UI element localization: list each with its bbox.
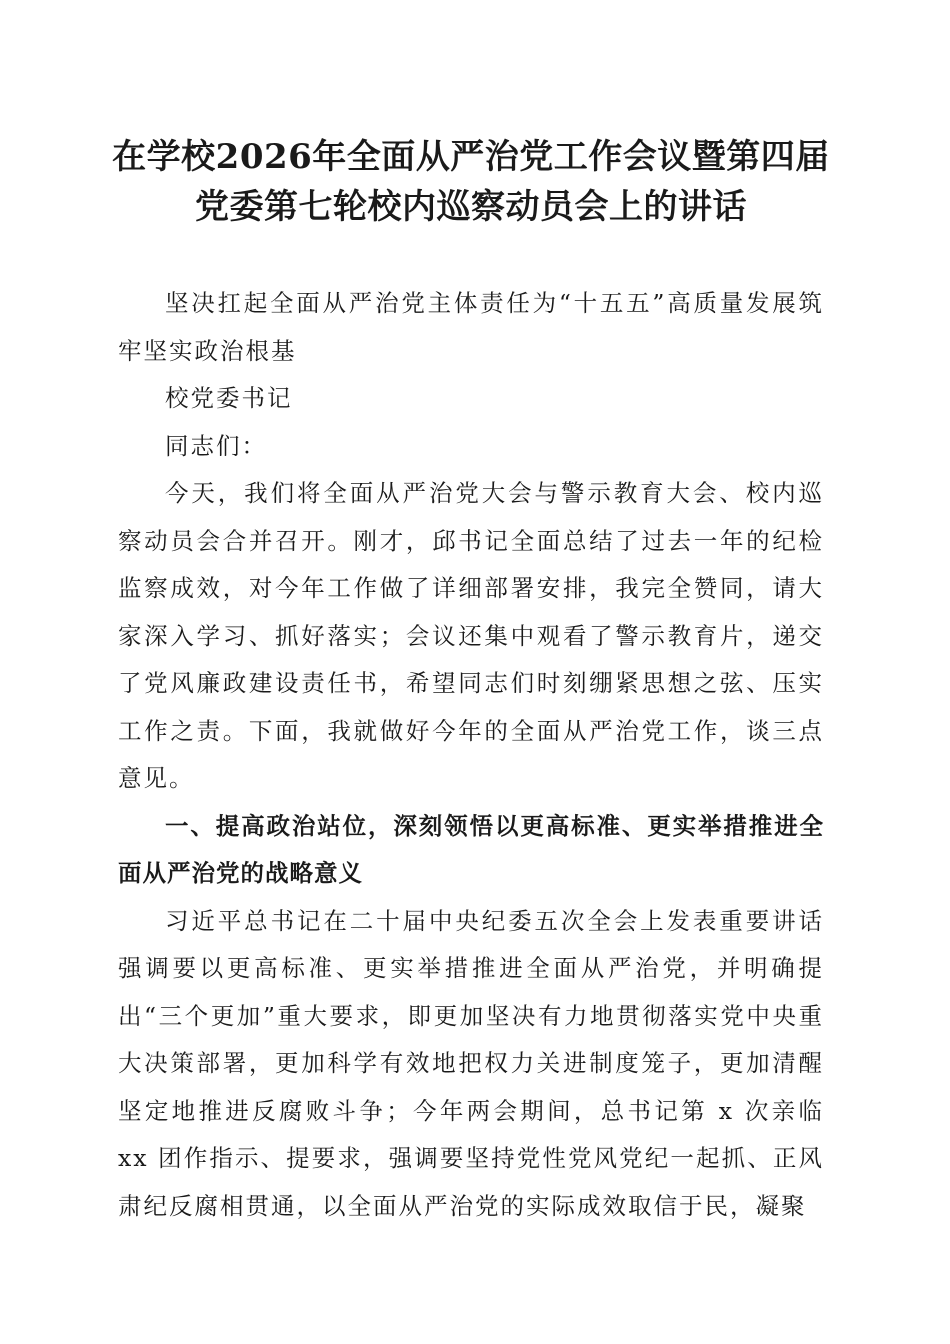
section-heading-1: 一、提高政治站位，深刻领悟以更高标准、更实举措推进全面从严治党的战略意义 (118, 811, 824, 887)
document-page (112, 132, 830, 1230)
document-subtitle: 坚决扛起全面从严治党主体责任为“十五五”高质量发展筑牢坚实政治根基 (118, 289, 824, 365)
speaker-line: 校党委书记 (165, 384, 293, 412)
paragraph-section-1: 习近平总书记在二十届中央纪委五次全会上发表重要讲话强调要以更高标准、更实举措推进全面从严治党，并明确提出“三个更加”重大要求，即更加坚决有力地贯彻落实党中央重大决策部署，更加科学有效地把权力关进制度笼子，更加清醒坚定地推进反腐败斗争；今年两会期间，总书记第 x 次亲临 xx 团作指示、提要求，强调要坚持党性党风党纪一起抓、正风肃纪反腐相贯通，以全面从严治党的实际成效取信于民，凝聚 (118, 906, 824, 1220)
document-body (118, 280, 824, 1230)
paragraph-intro: 今天，我们将全面从严治党大会与警示教育大会、校内巡察动员会合并召开。刚才，邱书记全面总结了过去一年的纪检监察成效，对今年工作做了详细部署安排，我完全赞同，请大家深入学习、抓好落实；会议还集中观看了警示教育片，递交了党风廉政建设责任书，希望同志们时刻绷紧思想之弦、压实工作之责。下面，我就做好今年的全面从严治党工作，谈三点意见。 (118, 479, 824, 792)
document-title: 在学校2026年全面从严治党工作会议暨第四届党委第七轮校内巡察动员会上的讲话 (112, 137, 830, 227)
salutation: 同志们： (165, 431, 267, 460)
